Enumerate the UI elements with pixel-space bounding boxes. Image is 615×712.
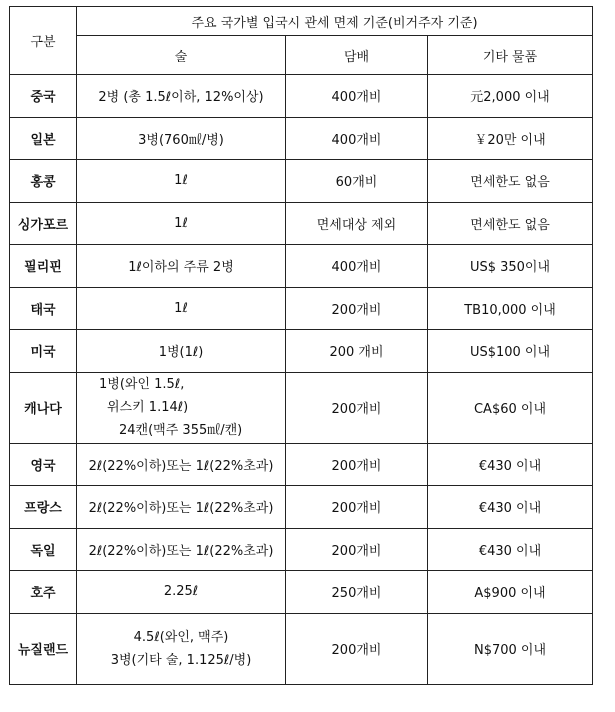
tobacco-cell: 250개비 — [286, 571, 428, 614]
table-row — [10, 202, 593, 245]
country-cell: 홍콩 — [10, 160, 77, 203]
tobacco-cell: 200개비 — [286, 372, 428, 443]
alcohol-cell: 1ℓ — [77, 287, 286, 330]
tobacco-cell: 400개비 — [286, 75, 428, 118]
tobacco-cell: 200개비 — [286, 486, 428, 529]
country-cell: 캐나다 — [10, 372, 77, 443]
country-cell: 독일 — [10, 528, 77, 571]
country-cell: 뉴질랜드 — [10, 613, 77, 684]
other-cell: TB10,000 이내 — [428, 287, 593, 330]
alcohol-cell: 1ℓ이하의 주류 2병 — [77, 245, 286, 288]
header-other: 기타 물품 — [428, 36, 593, 75]
other-cell: €430 이내 — [428, 528, 593, 571]
table-row — [10, 287, 593, 330]
tobacco-cell: 200개비 — [286, 443, 428, 486]
alcohol-line: 3병(기타 술, 1.125ℓ/병) — [110, 652, 252, 668]
alcohol-line: 4.5ℓ(와인, 맥주) — [133, 629, 229, 645]
alcohol-cell: 1ℓ — [77, 202, 286, 245]
table-row — [10, 528, 593, 571]
country-cell: 필리핀 — [10, 245, 77, 288]
table-row — [10, 372, 593, 443]
alcohol-line: 24캔(맥주 355㎖/캔) — [119, 423, 243, 438]
tobacco-cell: 200 개비 — [286, 330, 428, 373]
alcohol-cell: 1병(1ℓ) — [77, 330, 286, 373]
table-row — [10, 245, 593, 288]
tobacco-cell: 200개비 — [286, 613, 428, 684]
alcohol-cell: 2.25ℓ — [77, 571, 286, 614]
alcohol-cell: 2ℓ(22%이하)또는 1ℓ(22%초과) — [77, 443, 286, 486]
alcohol-cell: 2병 (총 1.5ℓ이하, 12%이상) — [77, 75, 286, 118]
other-cell: N$700 이내 — [428, 613, 593, 684]
tobacco-cell: 400개비 — [286, 245, 428, 288]
other-cell: US$ 350이내 — [428, 245, 593, 288]
table-row — [10, 160, 593, 203]
alcohol-line: 1병(와인 1.5ℓ, — [99, 377, 185, 392]
country-cell: 일본 — [10, 117, 77, 160]
country-cell: 미국 — [10, 330, 77, 373]
header-category: 구분 — [10, 7, 77, 75]
table-row — [10, 571, 593, 614]
table-row — [10, 613, 593, 684]
header-alcohol: 술 — [77, 36, 286, 75]
table-title: 주요 국가별 입국시 관세 면제 기준(비거주자 기준) — [77, 7, 593, 36]
country-cell: 싱가포르 — [10, 202, 77, 245]
country-cell: 태국 — [10, 287, 77, 330]
other-cell: 면세한도 없음 — [428, 202, 593, 245]
tobacco-cell: 200개비 — [286, 528, 428, 571]
tobacco-cell: 400개비 — [286, 117, 428, 160]
alcohol-cell — [77, 372, 286, 443]
alcohol-cell: 2ℓ(22%이하)또는 1ℓ(22%초과) — [77, 486, 286, 529]
alcohol-cell: 1ℓ — [77, 160, 286, 203]
tobacco-cell: 면세대상 제외 — [286, 202, 428, 245]
header-tobacco: 담배 — [286, 36, 428, 75]
table-row — [10, 75, 593, 118]
tobacco-cell: 200개비 — [286, 287, 428, 330]
other-cell: 면세한도 없음 — [428, 160, 593, 203]
country-cell: 호주 — [10, 571, 77, 614]
table-row — [10, 486, 593, 529]
table-row — [10, 330, 593, 373]
alcohol-cell: 3병(760㎖/병) — [77, 117, 286, 160]
country-cell: 중국 — [10, 75, 77, 118]
other-cell: €430 이내 — [428, 486, 593, 529]
country-cell: 영국 — [10, 443, 77, 486]
table-row — [10, 117, 593, 160]
other-cell: ￥20만 이내 — [428, 117, 593, 160]
other-cell: €430 이내 — [428, 443, 593, 486]
alcohol-cell — [77, 613, 286, 684]
alcohol-line: 위스키 1.14ℓ) — [107, 400, 189, 415]
duty-free-table — [9, 6, 593, 685]
other-cell: 元2,000 이내 — [428, 75, 593, 118]
other-cell: A$900 이내 — [428, 571, 593, 614]
country-cell: 프랑스 — [10, 486, 77, 529]
other-cell: CA$60 이내 — [428, 372, 593, 443]
alcohol-cell: 2ℓ(22%이하)또는 1ℓ(22%초과) — [77, 528, 286, 571]
tobacco-cell: 60개비 — [286, 160, 428, 203]
table-row — [10, 443, 593, 486]
other-cell: US$100 이내 — [428, 330, 593, 373]
